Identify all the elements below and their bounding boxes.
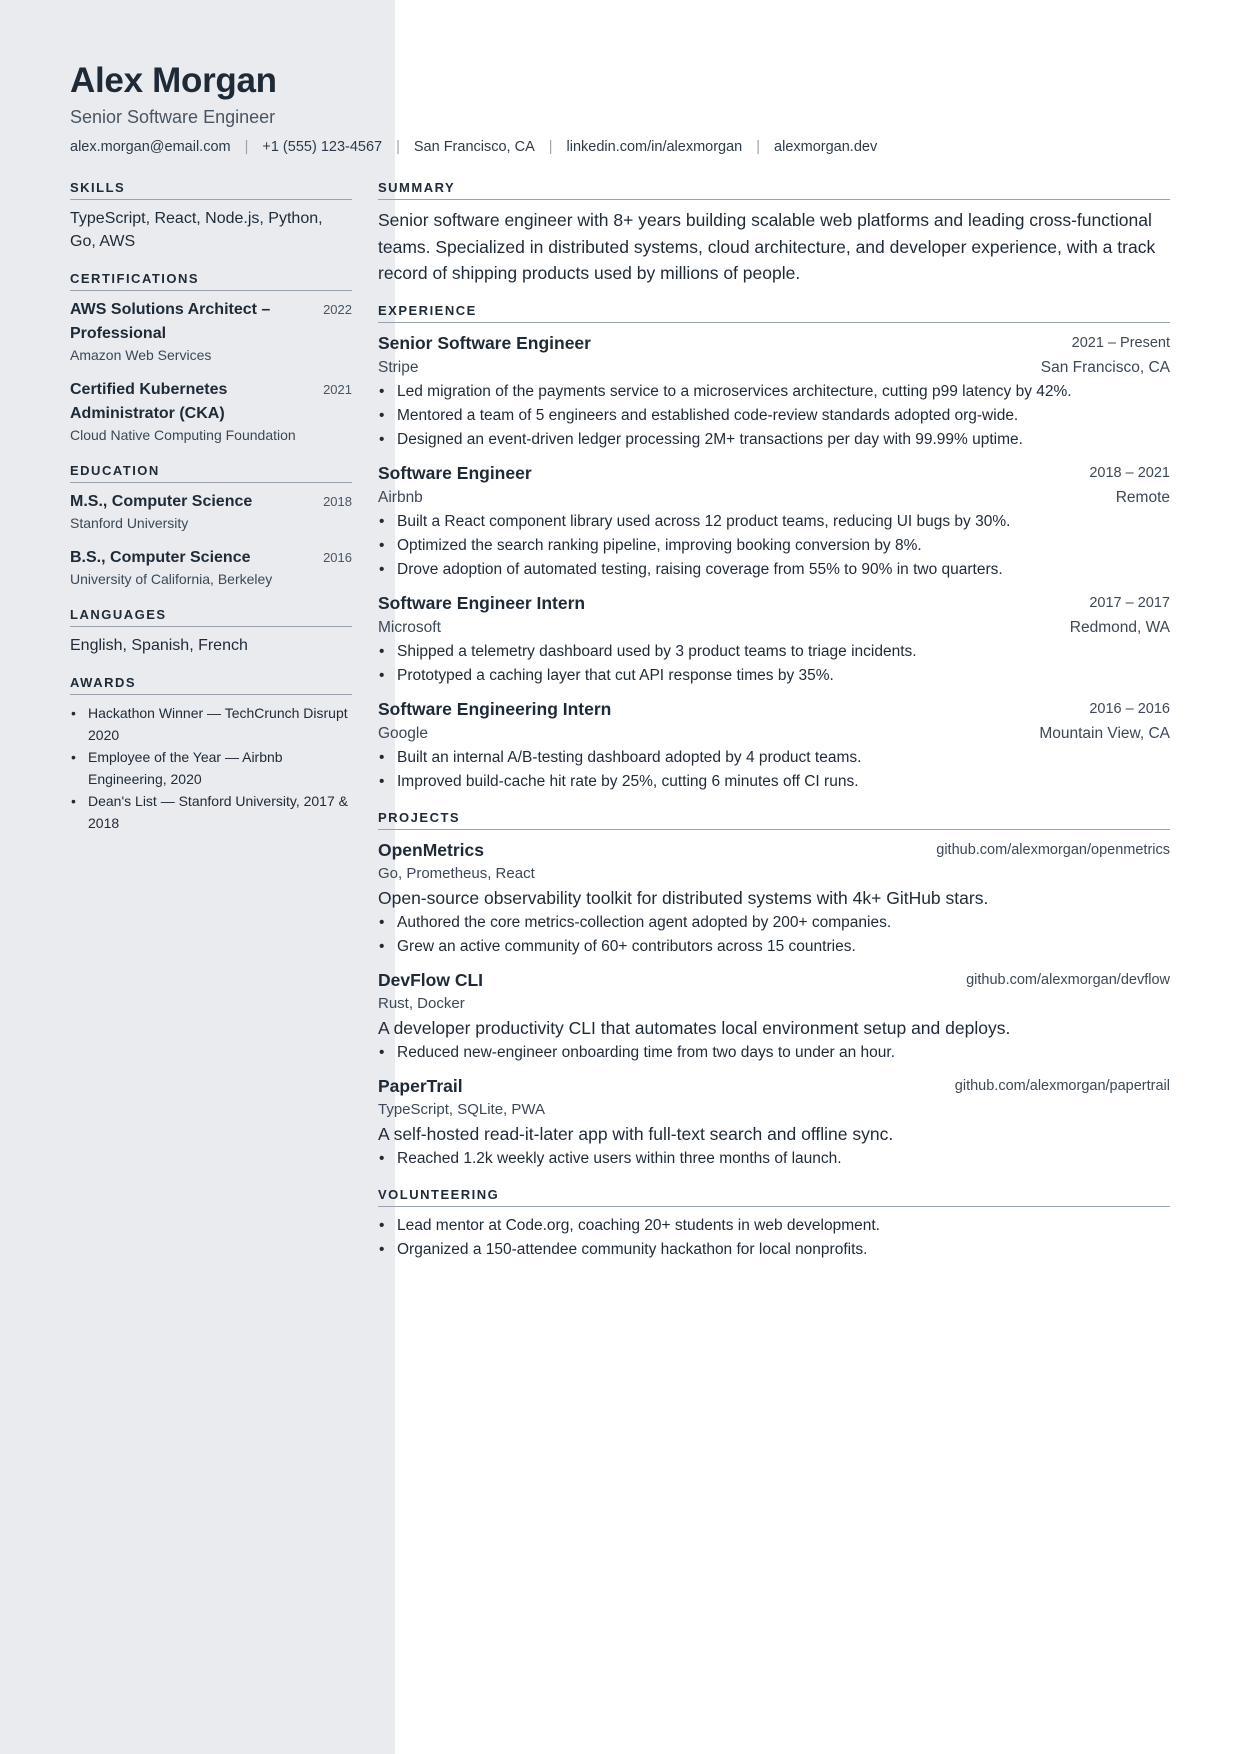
contact-separator: | [244, 139, 249, 155]
contact-location: San Francisco, CA [413, 139, 535, 155]
job-dates: 2018 – 2021 [1089, 464, 1170, 481]
contact-line [70, 139, 1170, 155]
project-name: PaperTrail [378, 1075, 463, 1096]
section-heading: VOLUNTEERING [378, 1187, 1170, 1207]
summary-section [378, 180, 1170, 287]
awards-list [70, 702, 352, 834]
skills-section [70, 180, 352, 253]
company-name: Airbnb [378, 488, 423, 506]
job-location: San Francisco, CA [1040, 358, 1170, 376]
certification-year: 2021 [323, 382, 352, 397]
volunteering-bullets [378, 1214, 1170, 1262]
project-description: A developer productivity CLI that automates local environment setup and deploys. [378, 1017, 1011, 1038]
award-item: • Dean's List — Stanford University, 2017 & 2018 [70, 790, 352, 834]
school: University of California, Berkeley [70, 571, 273, 587]
project-tech: Rust, Docker [378, 994, 465, 1012]
job-location: Remote [1115, 488, 1170, 506]
company-name: Google [378, 724, 428, 742]
award-item: • Employee of the Year — Airbnb Engineering, 2020 [70, 746, 352, 790]
job-bullet: • Optimized the search ranking pipeline, improving booking conversion by 8%. [378, 534, 1170, 558]
certifications-section [70, 271, 352, 445]
languages-section [70, 607, 352, 657]
company-name: Stripe [378, 358, 419, 376]
project-entry [378, 967, 1170, 1065]
education-item [70, 546, 352, 589]
contact-separator: | [756, 139, 761, 155]
skills-text: TypeScript, React, Node.js, Python, Go, AWS [70, 210, 323, 250]
graduation-year: 2016 [323, 550, 352, 565]
section-heading: AWARDS [70, 675, 352, 695]
project-link[interactable]: github.com/alexmorgan/papertrail [954, 1077, 1170, 1094]
section-heading: LANGUAGES [70, 607, 352, 627]
job-entry [378, 460, 1170, 582]
contact-linkedin[interactable]: linkedin.com/in/alexmorgan [566, 139, 743, 155]
sidebar [70, 180, 352, 852]
project-bullet: • Grew an active community of 60+ contributors across 15 countries. [378, 935, 1170, 959]
job-entry [378, 330, 1170, 452]
job-bullet: • Mentored a team of 5 engineers and established code-review standards adopted org-wide. [378, 404, 1170, 428]
job-location: Redmond, WA [1069, 618, 1170, 636]
job-bullet: • Built an internal A/B-testing dashboard adopted by 4 product teams. [378, 746, 1170, 770]
job-bullets [378, 510, 1170, 582]
summary-text: Senior software engineer with 8+ years building scalable web platforms and leading cross-functional teams. Specialized in distributed systems, cloud architecture, and developer experience, with a track record of shipping products used by millions of people. [378, 210, 1156, 283]
job-title: Software Engineering Intern [378, 698, 612, 719]
job-title: Senior Software Engineer [378, 332, 591, 353]
project-bullet: • Authored the core metrics-collection agent adopted by 200+ companies. [378, 911, 1170, 935]
job-bullet: • Drove adoption of automated testing, raising coverage from 55% to 90% in two quarters. [378, 558, 1170, 582]
project-description: A self-hosted read-it-later app with full-text search and offline sync. [378, 1123, 894, 1144]
section-heading: PROJECTS [378, 810, 1170, 830]
certification-issuer: Amazon Web Services [70, 347, 212, 363]
section-heading: EDUCATION [70, 463, 352, 483]
project-bullets [378, 911, 1170, 959]
job-title: Software Engineer Intern [378, 592, 586, 613]
project-bullet: • Reached 1.2k weekly active users within three months of launch. [378, 1147, 1170, 1171]
job-title: Software Engineer [378, 462, 532, 483]
contact-separator: | [396, 139, 400, 155]
school: Stanford University [70, 515, 189, 531]
project-bullet: • Reduced new-engineer onboarding time from two days to under an hour. [378, 1041, 1170, 1065]
volunteering-bullet: • Organized a 150-attendee community hackathon for local nonprofits. [378, 1238, 1170, 1262]
section-heading: CERTIFICATIONS [70, 271, 352, 291]
project-link[interactable]: github.com/alexmorgan/openmetrics [936, 841, 1170, 858]
job-bullet: • Shipped a telemetry dashboard used by 3 product teams to triage incidents. [378, 640, 1170, 664]
job-bullet: • Led migration of the payments service to a microservices architecture, cutting p99 latency by 42%. [378, 380, 1170, 404]
project-name: OpenMetrics [378, 839, 484, 860]
main-column [378, 180, 1170, 1278]
project-name: DevFlow CLI [378, 969, 484, 990]
certification-year: 2022 [323, 302, 352, 317]
project-entry [378, 837, 1170, 959]
job-location: Mountain View, CA [1039, 724, 1170, 742]
job-bullets [378, 746, 1170, 794]
graduation-year: 2018 [323, 494, 352, 509]
certification-name: Certified Kubernetes Administrator (CKA) [70, 381, 228, 422]
project-tech: TypeScript, SQLite, PWA [378, 1100, 545, 1118]
volunteering-bullet: • Lead mentor at Code.org, coaching 20+ students in web development. [378, 1214, 1170, 1238]
job-bullet: • Improved build-cache hit rate by 25%, cutting 6 minutes off CI runs. [378, 770, 1170, 794]
project-description: Open-source observability toolkit for distributed systems with 4k+ GitHub stars. [378, 887, 989, 908]
degree: M.S., Computer Science [70, 493, 253, 510]
contact-email[interactable]: alex.morgan@email.com [70, 139, 231, 155]
company-name: Microsoft [378, 618, 441, 636]
project-tech: Go, Prometheus, React [378, 864, 535, 882]
job-dates: 2021 – Present [1071, 334, 1170, 351]
resume-header [70, 60, 1170, 155]
job-bullet: • Prototyped a caching layer that cut API response times by 35%. [378, 664, 1170, 688]
certification-item [70, 378, 352, 445]
candidate-title: Senior Software Engineer [70, 107, 276, 127]
projects-section [378, 810, 1170, 1171]
certification-item [70, 298, 352, 365]
certification-issuer: Cloud Native Computing Foundation [70, 427, 296, 443]
contact-separator: | [548, 139, 553, 155]
degree: B.S., Computer Science [70, 549, 251, 566]
education-item [70, 490, 352, 533]
project-bullets [378, 1041, 1170, 1065]
education-section [70, 463, 352, 589]
award-item: • Hackathon Winner — TechCrunch Disrupt 2020 [70, 702, 352, 746]
job-bullets [378, 640, 1170, 688]
volunteering-section [378, 1187, 1170, 1262]
contact-phone[interactable]: +1 (555) 123-4567 [262, 139, 383, 155]
candidate-name: Alex Morgan [70, 61, 277, 100]
section-heading: EXPERIENCE [378, 303, 1170, 323]
languages-text: English, Spanish, French [70, 637, 248, 654]
job-bullet: • Built a React component library used across 12 product teams, reducing UI bugs by 30%. [378, 510, 1170, 534]
certification-name: AWS Solutions Architect – Professional [70, 301, 271, 342]
job-dates: 2017 – 2017 [1089, 594, 1170, 611]
job-bullets [378, 380, 1170, 452]
section-heading: SUMMARY [378, 180, 1170, 200]
job-entry [378, 590, 1170, 688]
project-entry [378, 1073, 1170, 1171]
awards-section [70, 675, 352, 834]
job-dates: 2016 – 2016 [1089, 700, 1170, 717]
project-link[interactable]: github.com/alexmorgan/devflow [966, 971, 1170, 988]
section-heading: SKILLS [70, 180, 352, 200]
project-bullets [378, 1147, 1170, 1171]
job-entry [378, 696, 1170, 794]
job-bullet: • Designed an event-driven ledger processing 2M+ transactions per day with 99.99% uptime. [378, 428, 1170, 452]
experience-section [378, 303, 1170, 794]
contact-website[interactable]: alexmorgan.dev [774, 139, 878, 155]
